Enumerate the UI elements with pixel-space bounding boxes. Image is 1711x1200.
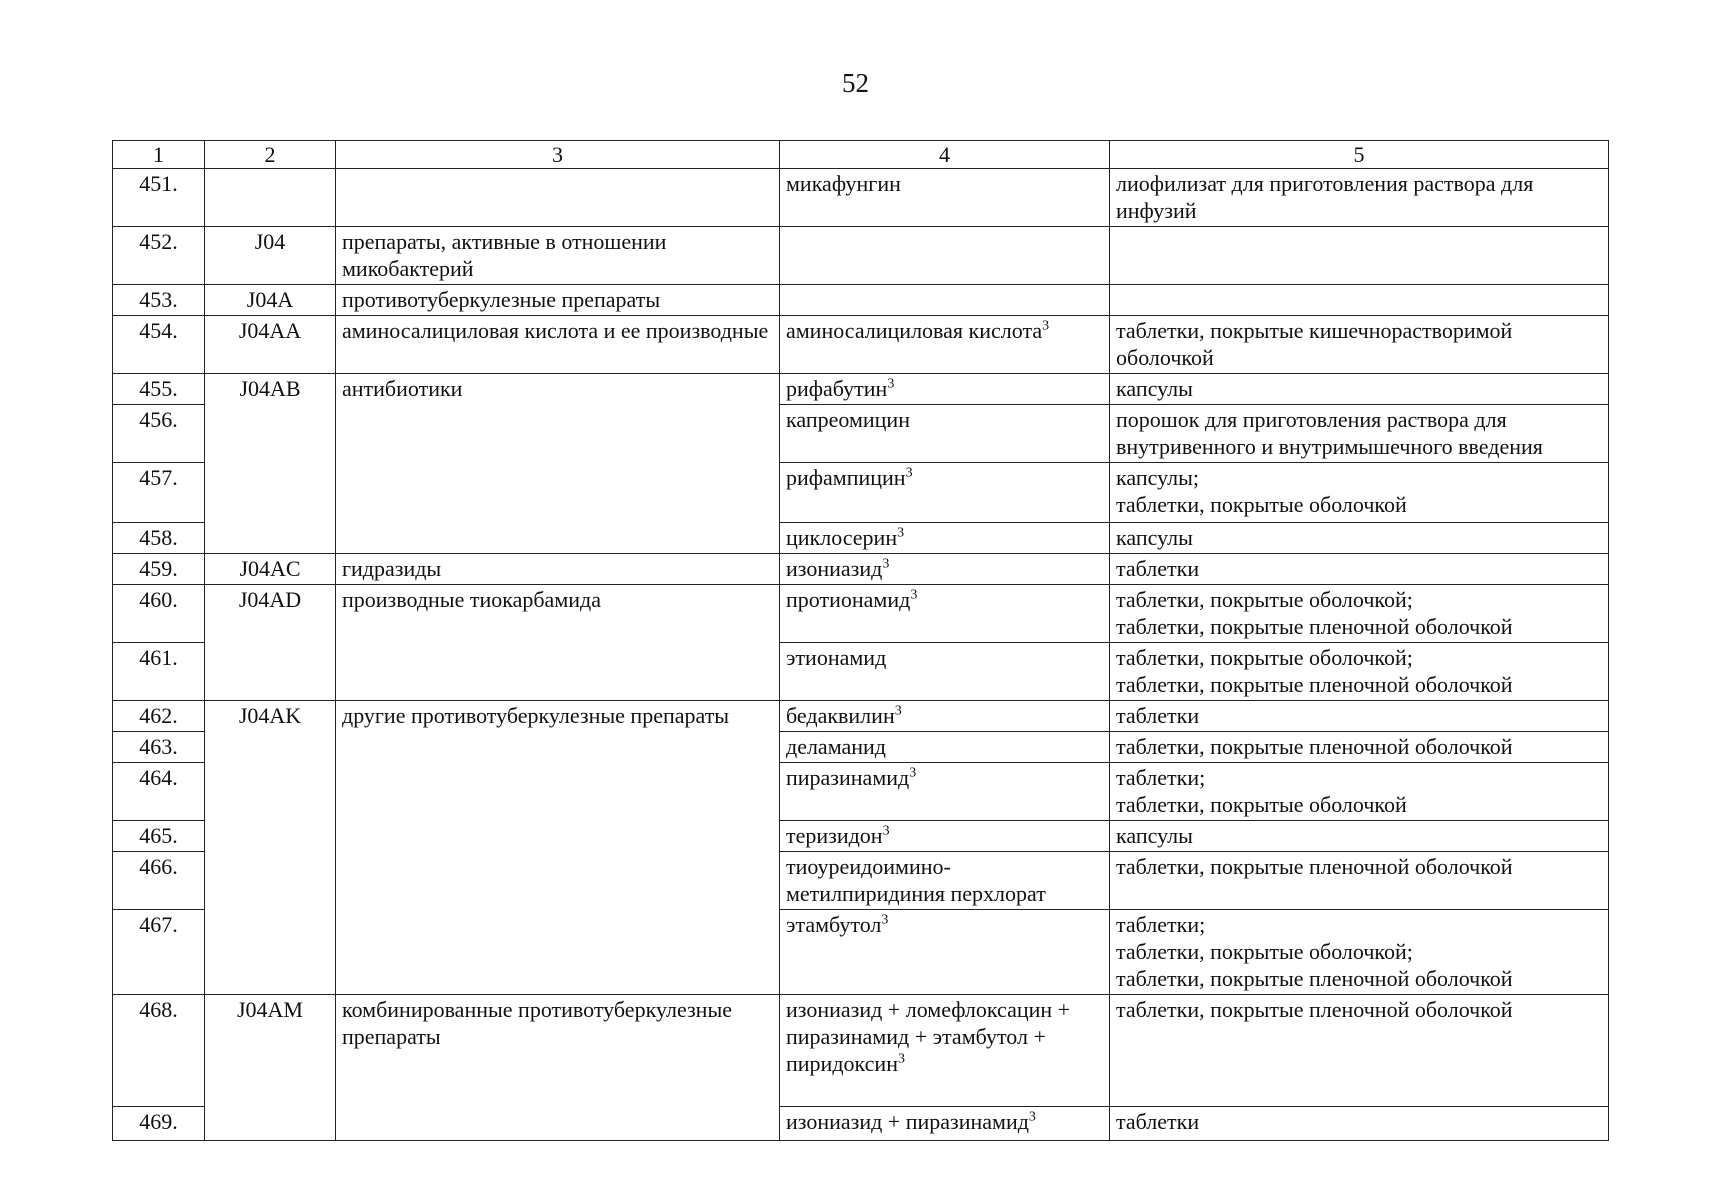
dosage-form-line: таблетки bbox=[1116, 1109, 1200, 1134]
footnote-mark: 3 bbox=[881, 912, 889, 928]
drug-name-cell bbox=[780, 169, 1110, 227]
row-number-cell: 465. bbox=[113, 821, 205, 852]
row-number-cell: 460. bbox=[113, 585, 205, 643]
atc-code-cell: J04AM bbox=[205, 995, 336, 1141]
group-name-cell: антибиотики bbox=[336, 374, 780, 554]
row-number-cell: 461. bbox=[113, 643, 205, 701]
table-row bbox=[113, 585, 1609, 643]
dosage-form-line: таблетки bbox=[1116, 556, 1200, 581]
dosage-form-cell bbox=[1110, 169, 1609, 227]
dosage-form-line: таблетки, покрытые пленочной оболочкой bbox=[1116, 854, 1513, 879]
footnote-mark: 3 bbox=[1028, 1109, 1036, 1125]
footnote-mark: 3 bbox=[909, 765, 917, 781]
dosage-form-line: таблетки, покрытые пленочной оболочкой bbox=[1116, 614, 1513, 639]
dosage-form-line: таблетки, покрытые пленочной оболочкой bbox=[1116, 672, 1513, 697]
row-number-cell: 468. bbox=[113, 995, 205, 1107]
footnote-mark: 3 bbox=[1042, 318, 1050, 334]
dosage-form-cell bbox=[1110, 995, 1609, 1107]
footnote-mark: 3 bbox=[882, 556, 890, 572]
group-name-cell: противотуберкулезные препараты bbox=[336, 285, 780, 316]
dosage-form-cell bbox=[1110, 405, 1609, 463]
dosage-form-cell bbox=[1110, 910, 1609, 995]
drug-name: капреомицин bbox=[786, 407, 910, 432]
footnote-mark: 3 bbox=[897, 525, 905, 541]
drug-name: деламанид bbox=[786, 734, 886, 759]
atc-code-cell: J04AK bbox=[205, 701, 336, 995]
drug-name-cell bbox=[780, 701, 1110, 732]
dosage-form-line: таблетки; bbox=[1116, 912, 1206, 937]
row-number-cell: 463. bbox=[113, 732, 205, 763]
footnote-mark: 3 bbox=[897, 1051, 905, 1067]
dosage-form-line: капсулы bbox=[1116, 823, 1193, 848]
dosage-form-cell bbox=[1110, 285, 1609, 316]
table-row bbox=[113, 227, 1609, 285]
drug-name-cell bbox=[780, 1107, 1110, 1141]
table-row bbox=[113, 316, 1609, 374]
drug-name: циклосерин bbox=[786, 525, 898, 550]
drug-name: теризидон bbox=[786, 823, 883, 848]
drug-name: изониазид + пиразинамид bbox=[786, 1109, 1029, 1134]
atc-code-cell: J04AC bbox=[205, 554, 336, 585]
dosage-form-line: капсулы; bbox=[1116, 465, 1199, 490]
footnote-mark: 3 bbox=[882, 823, 890, 839]
group-name-cell bbox=[336, 169, 780, 227]
dosage-form-line: таблетки, покрытые оболочкой bbox=[1116, 492, 1407, 517]
drug-name: бедаквилин bbox=[786, 703, 895, 728]
drug-name: рифабутин bbox=[786, 376, 888, 401]
drug-name: этионамид bbox=[786, 645, 887, 670]
atc-code-cell bbox=[205, 169, 336, 227]
drug-name: протионамид bbox=[786, 587, 911, 612]
drug-name-cell bbox=[780, 316, 1110, 374]
footnote-mark: 3 bbox=[910, 587, 918, 603]
drug-name-cell bbox=[780, 852, 1110, 910]
row-number-cell: 467. bbox=[113, 910, 205, 995]
drug-name-cell bbox=[780, 821, 1110, 852]
atc-code-cell: J04AB bbox=[205, 374, 336, 554]
footnote-mark: 3 bbox=[894, 703, 902, 719]
table-row bbox=[113, 554, 1609, 585]
drug-name-cell bbox=[780, 227, 1110, 285]
group-name-cell: производные тиокарбамида bbox=[336, 585, 780, 701]
drug-name-cell bbox=[780, 463, 1110, 523]
drug-name-cell bbox=[780, 523, 1110, 554]
row-number-cell: 466. bbox=[113, 852, 205, 910]
dosage-form-cell bbox=[1110, 374, 1609, 405]
dosage-form-line: таблетки, покрытые пленочной оболочкой bbox=[1116, 966, 1513, 991]
row-number-cell: 455. bbox=[113, 374, 205, 405]
footnote-mark: 3 bbox=[887, 376, 895, 392]
table-header-row bbox=[113, 141, 1609, 169]
group-name-cell: гидразиды bbox=[336, 554, 780, 585]
drug-name: тиоуреидоимино-метилпиридиния перхлорат bbox=[786, 854, 1046, 906]
drug-name-cell bbox=[780, 554, 1110, 585]
group-name-cell: аминосалициловая кислота и ее производные bbox=[336, 316, 780, 374]
drug-name-cell bbox=[780, 643, 1110, 701]
dosage-form-cell bbox=[1110, 643, 1609, 701]
dosage-form-cell bbox=[1110, 732, 1609, 763]
drug-name: аминосалициловая кислота bbox=[786, 318, 1043, 343]
table-row bbox=[113, 285, 1609, 316]
dosage-form-line: лиофилизат для приготовления раствора для инфузий bbox=[1116, 171, 1534, 223]
drug-name-cell bbox=[780, 995, 1110, 1107]
footnote-mark: 3 bbox=[905, 465, 913, 481]
dosage-form-line: таблетки, покрытые оболочкой; bbox=[1116, 939, 1413, 964]
dosage-form-cell bbox=[1110, 554, 1609, 585]
dosage-form-line: капсулы bbox=[1116, 376, 1193, 401]
atc-code-cell: J04AD bbox=[205, 585, 336, 701]
dosage-form-line: таблетки, покрытые оболочкой; bbox=[1116, 645, 1413, 670]
dosage-form-cell bbox=[1110, 763, 1609, 821]
column-header: 2 bbox=[205, 141, 336, 169]
drug-name-cell bbox=[780, 285, 1110, 316]
drug-name: изониазид + ломефлоксацин + пиразинамид + этамбутол + пиридоксин bbox=[786, 997, 1071, 1076]
drug-table bbox=[112, 140, 1609, 1141]
column-header: 3 bbox=[336, 141, 780, 169]
drug-name-cell bbox=[780, 585, 1110, 643]
group-name-cell: другие противотуберкулезные препараты bbox=[336, 701, 780, 995]
dosage-form-cell bbox=[1110, 227, 1609, 285]
row-number-cell: 464. bbox=[113, 763, 205, 821]
row-number-cell: 469. bbox=[113, 1107, 205, 1141]
table-row bbox=[113, 995, 1609, 1107]
column-header: 1 bbox=[113, 141, 205, 169]
dosage-form-cell bbox=[1110, 585, 1609, 643]
row-number-cell: 454. bbox=[113, 316, 205, 374]
group-name-cell: препараты, активные в отношении микобактерий bbox=[336, 227, 780, 285]
dosage-form-line: таблетки, покрытые кишечнорастворимой оболочкой bbox=[1116, 318, 1513, 370]
drug-name: микафунгин bbox=[786, 171, 901, 196]
row-number-cell: 456. bbox=[113, 405, 205, 463]
drug-name-cell bbox=[780, 405, 1110, 463]
group-name-cell: комбинированные противотуберкулезные препараты bbox=[336, 995, 780, 1141]
row-number-cell: 453. bbox=[113, 285, 205, 316]
drug-name: рифампицин bbox=[786, 465, 906, 490]
row-number-cell: 457. bbox=[113, 463, 205, 523]
dosage-form-cell bbox=[1110, 821, 1609, 852]
row-number-cell: 462. bbox=[113, 701, 205, 732]
row-number-cell: 451. bbox=[113, 169, 205, 227]
dosage-form-line: таблетки, покрытые оболочкой; bbox=[1116, 587, 1413, 612]
column-header: 5 bbox=[1110, 141, 1609, 169]
drug-name-cell bbox=[780, 910, 1110, 995]
drug-name-cell bbox=[780, 763, 1110, 821]
drug-name-cell bbox=[780, 732, 1110, 763]
dosage-form-cell bbox=[1110, 1107, 1609, 1141]
dosage-form-line: таблетки, покрытые пленочной оболочкой bbox=[1116, 734, 1513, 759]
table-row bbox=[113, 169, 1609, 227]
column-header: 4 bbox=[780, 141, 1110, 169]
drug-name: пиразинамид bbox=[786, 765, 910, 790]
row-number-cell: 458. bbox=[113, 523, 205, 554]
dosage-form-line: порошок для приготовления раствора для внутривенного и внутримышечного введения bbox=[1116, 407, 1543, 459]
dosage-form-line: таблетки; bbox=[1116, 765, 1206, 790]
dosage-form-line: таблетки bbox=[1116, 703, 1200, 728]
dosage-form-cell bbox=[1110, 852, 1609, 910]
table-row bbox=[113, 701, 1609, 732]
table-row bbox=[113, 374, 1609, 405]
dosage-form-line: капсулы bbox=[1116, 525, 1193, 550]
dosage-form-cell bbox=[1110, 463, 1609, 523]
atc-code-cell: J04 bbox=[205, 227, 336, 285]
dosage-form-cell bbox=[1110, 523, 1609, 554]
atc-code-cell: J04A bbox=[205, 285, 336, 316]
drug-name: этамбутол bbox=[786, 912, 882, 937]
dosage-form-line: таблетки, покрытые пленочной оболочкой bbox=[1116, 997, 1513, 1022]
drug-name: изониазид bbox=[786, 556, 883, 581]
dosage-form-cell bbox=[1110, 316, 1609, 374]
dosage-form-cell bbox=[1110, 701, 1609, 732]
page-number: 52 bbox=[842, 68, 869, 98]
drug-name-cell bbox=[780, 374, 1110, 405]
row-number-cell: 452. bbox=[113, 227, 205, 285]
row-number-cell: 459. bbox=[113, 554, 205, 585]
dosage-form-line: таблетки, покрытые оболочкой bbox=[1116, 792, 1407, 817]
atc-code-cell: J04AA bbox=[205, 316, 336, 374]
